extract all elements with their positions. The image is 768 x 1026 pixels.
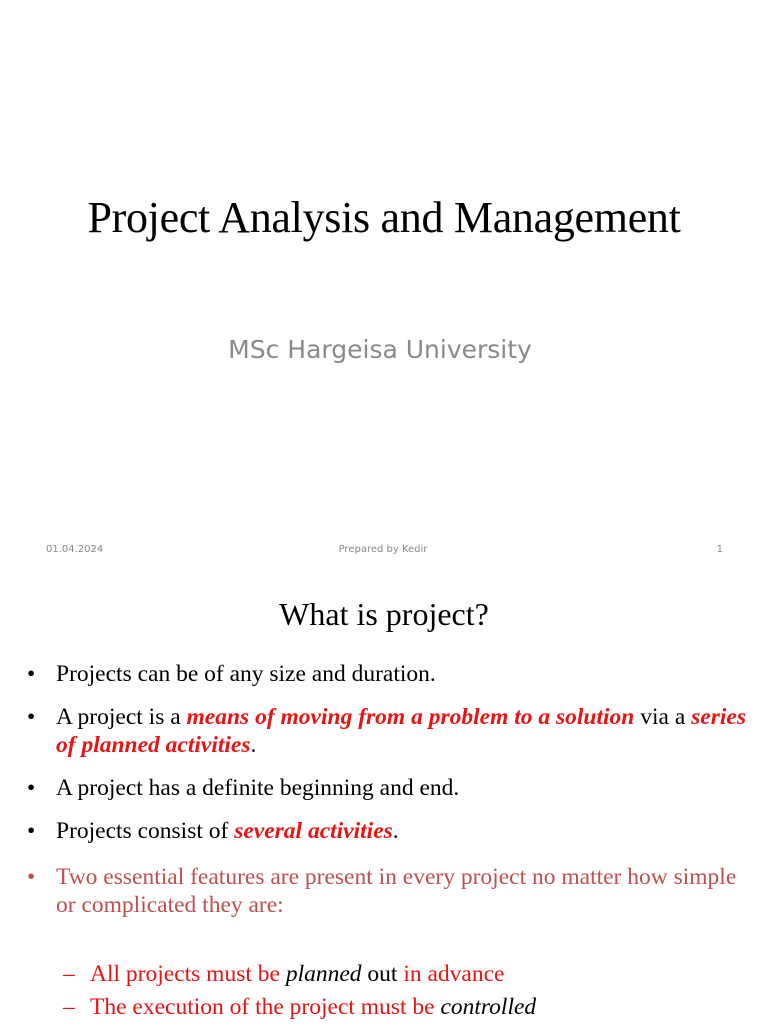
bullet-text: Projects consist of xyxy=(56,818,235,844)
bullet-text: Projects can be of any size and duration. xyxy=(56,661,436,687)
dash-icon: – xyxy=(63,994,75,1020)
sub-bullet-list xyxy=(0,960,768,1026)
dash-icon: – xyxy=(63,961,75,987)
italic-text: planned xyxy=(285,961,362,987)
footer-prepared-by: Prepared by Kedir xyxy=(338,544,428,555)
bullet-dot-icon: • xyxy=(27,864,36,890)
bullet-dot-icon: • xyxy=(27,704,36,730)
bullet-item xyxy=(0,817,768,845)
bullet-item xyxy=(0,863,768,919)
slide-title: What is project? xyxy=(279,596,489,632)
slide-2 xyxy=(0,576,768,1024)
bullet-text: . xyxy=(392,818,399,844)
footer-page-number: 1 xyxy=(716,544,723,555)
bullet-text: via a xyxy=(634,704,692,730)
italic-text: controlled xyxy=(440,994,537,1020)
footer-date: 01.04.2024 xyxy=(46,544,104,555)
sub-bullet-text: The execution of the project must be xyxy=(90,994,441,1020)
sub-bullet-item xyxy=(0,960,768,988)
bullet-text: Two essential features are present in every project no matter how simple or complicated they are: xyxy=(56,864,737,918)
sub-bullet-text: All projects must be xyxy=(90,961,286,987)
bullet-item xyxy=(0,660,768,688)
sub-bullet-item xyxy=(0,993,768,1021)
bullet-item xyxy=(0,774,768,802)
emphasis-text: means of moving from a problem to a solution xyxy=(186,704,635,730)
slide-title: Project Analysis and Management xyxy=(87,193,681,242)
slide-subtitle: MSc Hargeisa University xyxy=(228,335,532,364)
emphasis-text: series of planned activities xyxy=(56,704,746,758)
bullet-text: A project is a xyxy=(56,704,187,730)
bullet-text: . xyxy=(250,732,257,758)
sub-bullet-text: in advance xyxy=(403,961,505,987)
bullet-item xyxy=(0,703,768,759)
bullet-list xyxy=(0,660,768,934)
bullet-dot-icon: • xyxy=(27,775,36,801)
sub-bullet-text: out xyxy=(361,961,404,987)
bullet-dot-icon: • xyxy=(27,661,36,687)
emphasis-text: several activities xyxy=(234,818,393,844)
bullet-text: A project has a definite beginning and end. xyxy=(56,775,460,801)
bullet-dot-icon: • xyxy=(27,818,36,844)
